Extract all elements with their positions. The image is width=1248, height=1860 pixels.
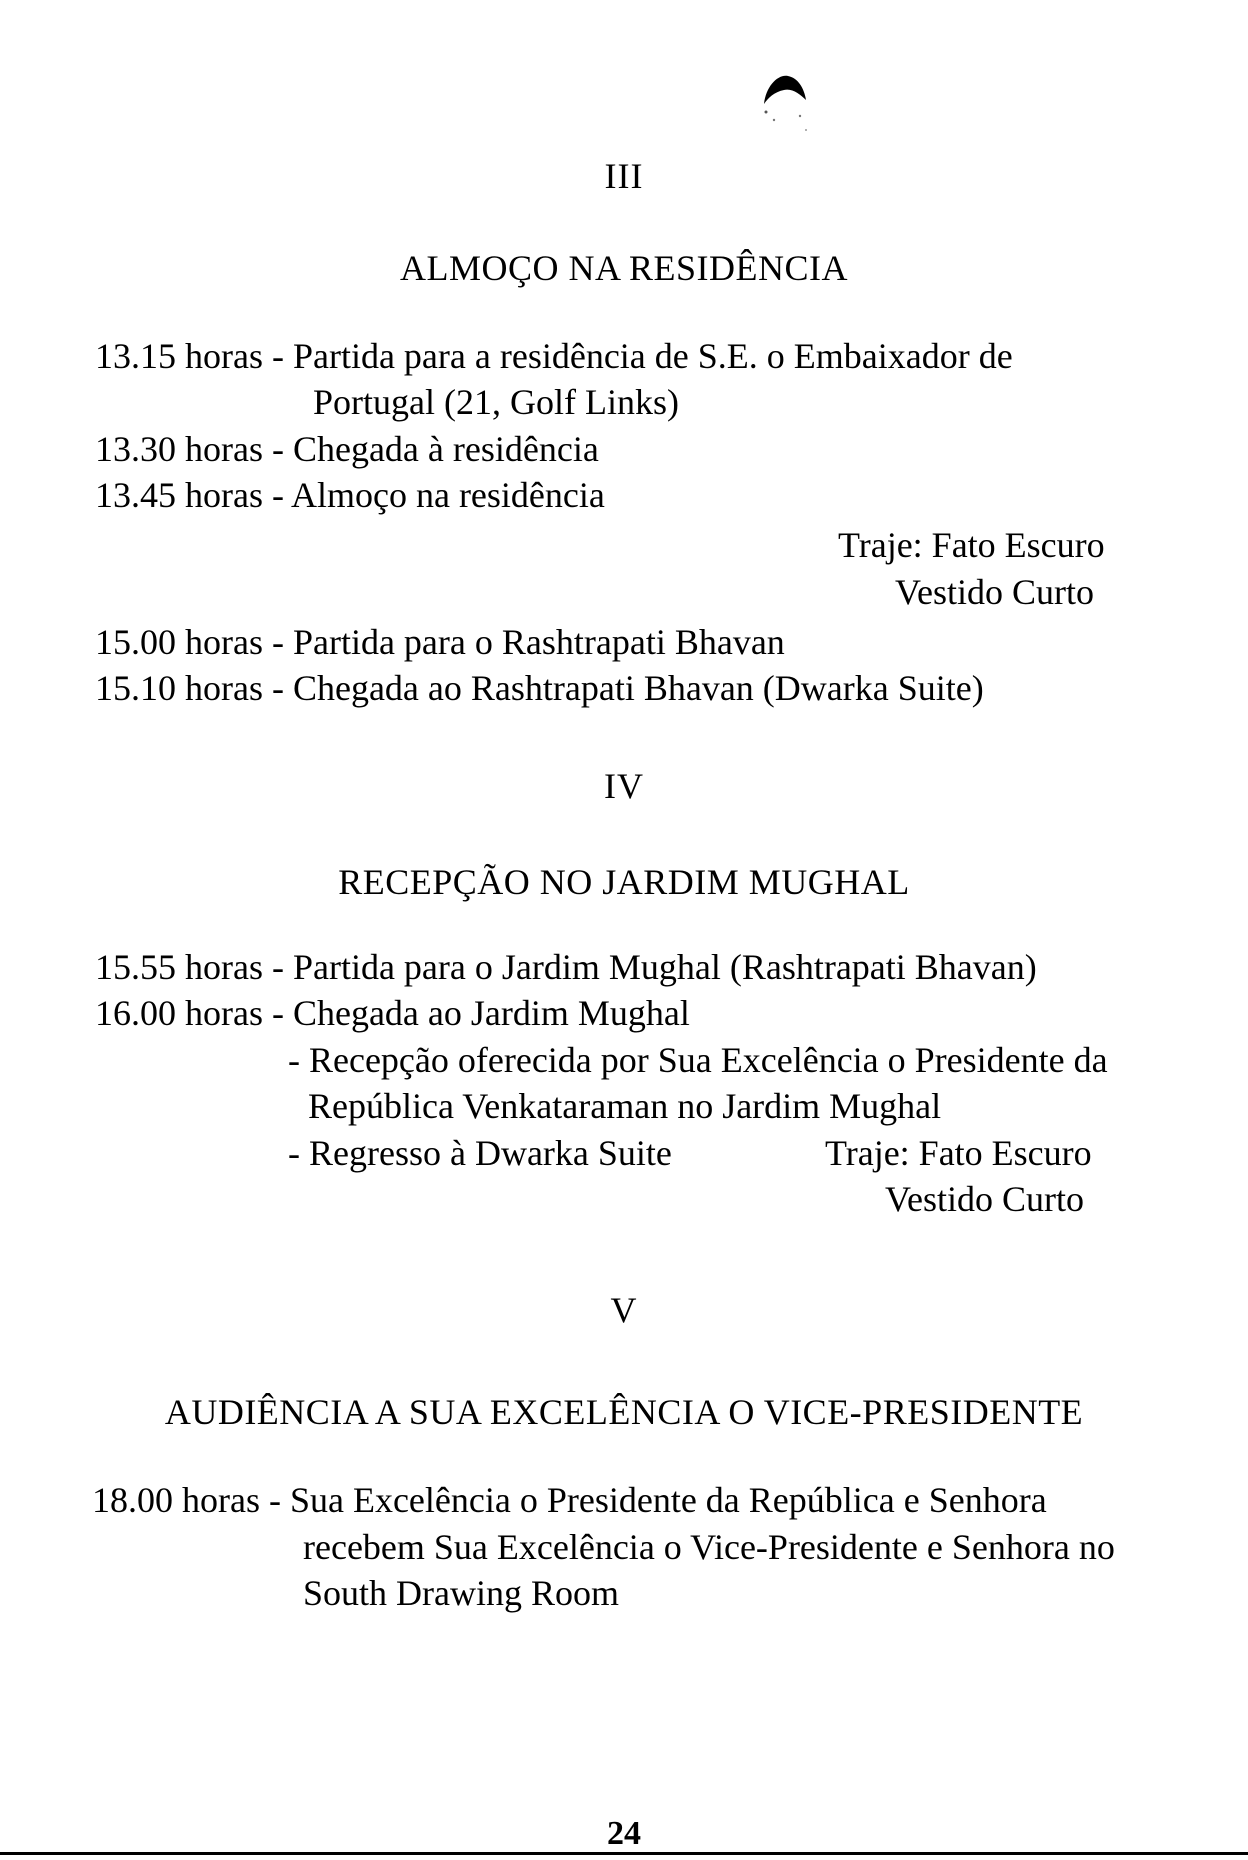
section-title-recepcao: RECEPÇÃO NO JARDIM MUGHAL: [338, 862, 910, 902]
schedule-line: - Recepção oferecida por Sua Excelência o Presidente da: [288, 1040, 1108, 1080]
schedule-line: 15.00 horas - Partida para o Rashtrapati Bhavan: [95, 622, 785, 662]
schedule-line: 15.10 horas - Chegada ao Rashtrapati Bhavan (Dwarka Suite): [95, 668, 984, 708]
schedule-line: - Regresso à Dwarka Suite: [288, 1133, 672, 1173]
dress-code-line: Vestido Curto: [885, 1179, 1085, 1219]
dress-code-line: Vestido Curto: [895, 572, 1095, 612]
ink-blot-mark: [756, 60, 812, 140]
schedule-line: 15.55 horas - Partida para o Jardim Mughal (Rashtrapati Bhavan): [95, 947, 1037, 987]
schedule-line: 18.00 horas - Sua Excelência o Presidente da República e Senhora: [92, 1480, 1047, 1520]
schedule-line-continuation: South Drawing Room: [303, 1573, 620, 1613]
schedule-line-continuation: recebem Sua Excelência o Vice-Presidente e Senhora no: [303, 1527, 1115, 1567]
section-number-iv: IV: [604, 766, 644, 806]
dress-code-line: Traje: Fato Escuro: [838, 525, 1105, 565]
section-title-almoco: ALMOÇO NA RESIDÊNCIA: [399, 248, 848, 288]
dress-code-line: Traje: Fato Escuro: [825, 1133, 1092, 1173]
section-number-v: V: [610, 1290, 638, 1330]
bottom-rule: [0, 1852, 1248, 1855]
schedule-line: 13.45 horas - Almoço na residência: [95, 475, 605, 515]
schedule-line-continuation: República Venkataraman no Jardim Mughal: [308, 1086, 942, 1126]
schedule-line-continuation: Portugal (21, Golf Links): [313, 382, 679, 422]
section-title-audiencia: AUDIÊNCIA A SUA EXCELÊNCIA O VICE-PRESIDENTE: [164, 1392, 1084, 1432]
schedule-line: 13.15 horas - Partida para a residência de S.E. o Embaixador de: [95, 336, 1013, 376]
page-number: 24: [607, 1815, 641, 1852]
schedule-line: 16.00 horas - Chegada ao Jardim Mughal: [95, 993, 690, 1033]
schedule-line: 13.30 horas - Chegada à residência: [95, 429, 599, 469]
section-number-iii: III: [604, 156, 644, 196]
